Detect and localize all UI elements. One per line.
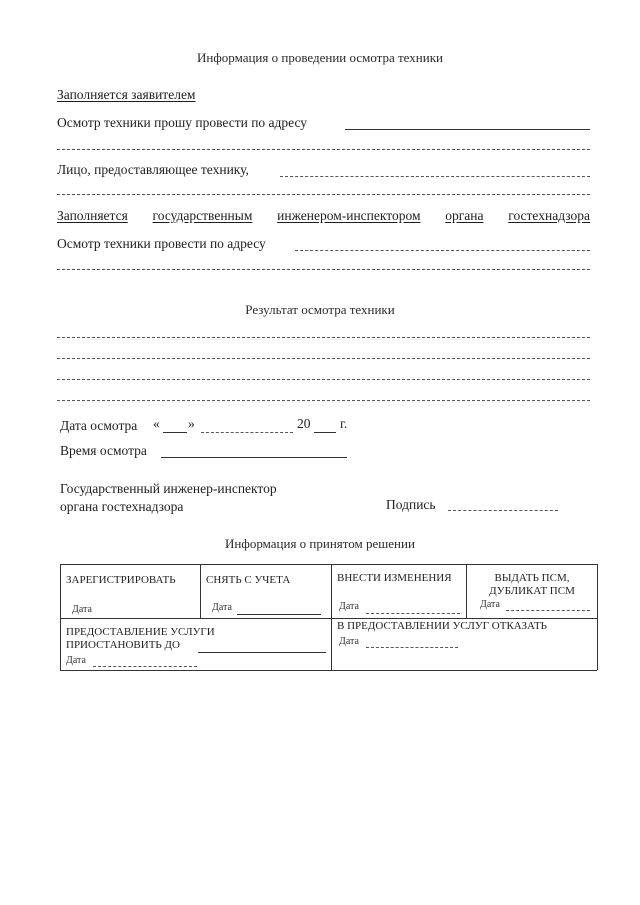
suspend-date-label: Дата <box>66 655 86 666</box>
table-bottom-border <box>60 670 597 671</box>
page-title: Информация о проведении осмотра техники <box>197 50 443 65</box>
amend-date-line <box>366 613 460 614</box>
inspector-heading-word: государственным <box>152 208 253 223</box>
inspector-address-line-1 <box>295 250 590 251</box>
signature-label: Подпись <box>386 497 436 512</box>
inspection-time-label: Время осмотра <box>60 443 147 458</box>
year-line <box>314 432 336 433</box>
time-line <box>161 457 347 458</box>
register-option: ЗАРЕГИСТРИРОВАТЬ <box>66 574 176 586</box>
amend-date-label: Дата <box>339 601 359 612</box>
deregister-option: СНЯТЬ С УЧЕТА <box>206 574 291 586</box>
result-title: Результат осмотра техники <box>245 302 395 317</box>
applicant-person-line-1 <box>280 176 590 177</box>
inspector-heading <box>57 208 590 224</box>
issue-option-line1: ВЫДАТЬ ПСМ, <box>494 572 570 584</box>
year-suffix: г. <box>340 416 348 431</box>
year-prefix: 20 <box>297 416 311 431</box>
deregister-date-label: Дата <box>212 602 232 613</box>
inspector-address-line-2 <box>57 269 590 270</box>
result-line-1 <box>57 337 590 338</box>
suspend-until-line <box>198 652 326 653</box>
inspector-title-line1: Государственный инженер-инспектор <box>60 481 277 496</box>
amend-option: ВНЕСТИ ИЗМЕНЕНИЯ <box>337 572 452 584</box>
applicant-address-label: Осмотр техники прошу провести по адресу <box>57 115 308 130</box>
inspector-heading-word: органа <box>445 208 484 223</box>
decision-title: Информация о принятом решении <box>225 536 415 551</box>
applicant-address-line-1 <box>345 129 590 130</box>
applicant-heading: Заполняется заявителем <box>57 87 196 102</box>
month-line <box>201 432 293 433</box>
result-line-4 <box>57 400 590 401</box>
applicant-person-line-2 <box>57 194 590 195</box>
result-line-2 <box>57 358 590 359</box>
inspector-heading-word: гостехнадзора <box>508 208 590 223</box>
inspector-address-label: Осмотр техники провести по адресу <box>57 236 266 251</box>
table-divider-2 <box>331 564 332 670</box>
table-left-border <box>60 564 61 670</box>
suspend-option-line2: ПРИОСТАНОВИТЬ ДО <box>66 639 180 651</box>
day-line <box>163 432 187 433</box>
refuse-date-line <box>366 647 458 648</box>
table-right-border <box>597 564 598 670</box>
inspector-heading-word: Заполняется <box>57 208 128 223</box>
date-open-quote: « <box>153 416 160 431</box>
issue-option-line2: ДУБЛИКАТ ПСМ <box>489 585 575 597</box>
applicant-address-line-2 <box>57 149 590 150</box>
result-line-3 <box>57 379 590 380</box>
issue-date-label: Дата <box>480 599 500 610</box>
issue-date-line <box>506 610 590 611</box>
table-divider-1 <box>200 564 201 618</box>
deregister-date-line <box>237 614 321 615</box>
applicant-person-label: Лицо, предоставляющее технику, <box>57 162 249 177</box>
signature-line <box>448 510 558 511</box>
suspend-date-line <box>93 666 197 667</box>
refuse-option: В ПРЕДОСТАВЛЕНИИ УСЛУГ ОТКАЗАТЬ <box>337 620 547 632</box>
date-close-quote: » <box>188 416 195 431</box>
table-divider-3 <box>466 564 467 618</box>
inspector-heading-word: инженером-инспектором <box>277 208 421 223</box>
inspection-date-label: Дата осмотра <box>60 418 138 433</box>
suspend-option-line1: ПРЕДОСТАВЛЕНИЕ УСЛУГИ <box>66 626 215 638</box>
refuse-date-label: Дата <box>339 636 359 647</box>
table-top-border <box>60 564 597 565</box>
table-middle-border <box>60 618 597 619</box>
inspector-title-line2: органа гостехнадзора <box>60 499 184 514</box>
register-date-label: Дата <box>72 604 92 615</box>
